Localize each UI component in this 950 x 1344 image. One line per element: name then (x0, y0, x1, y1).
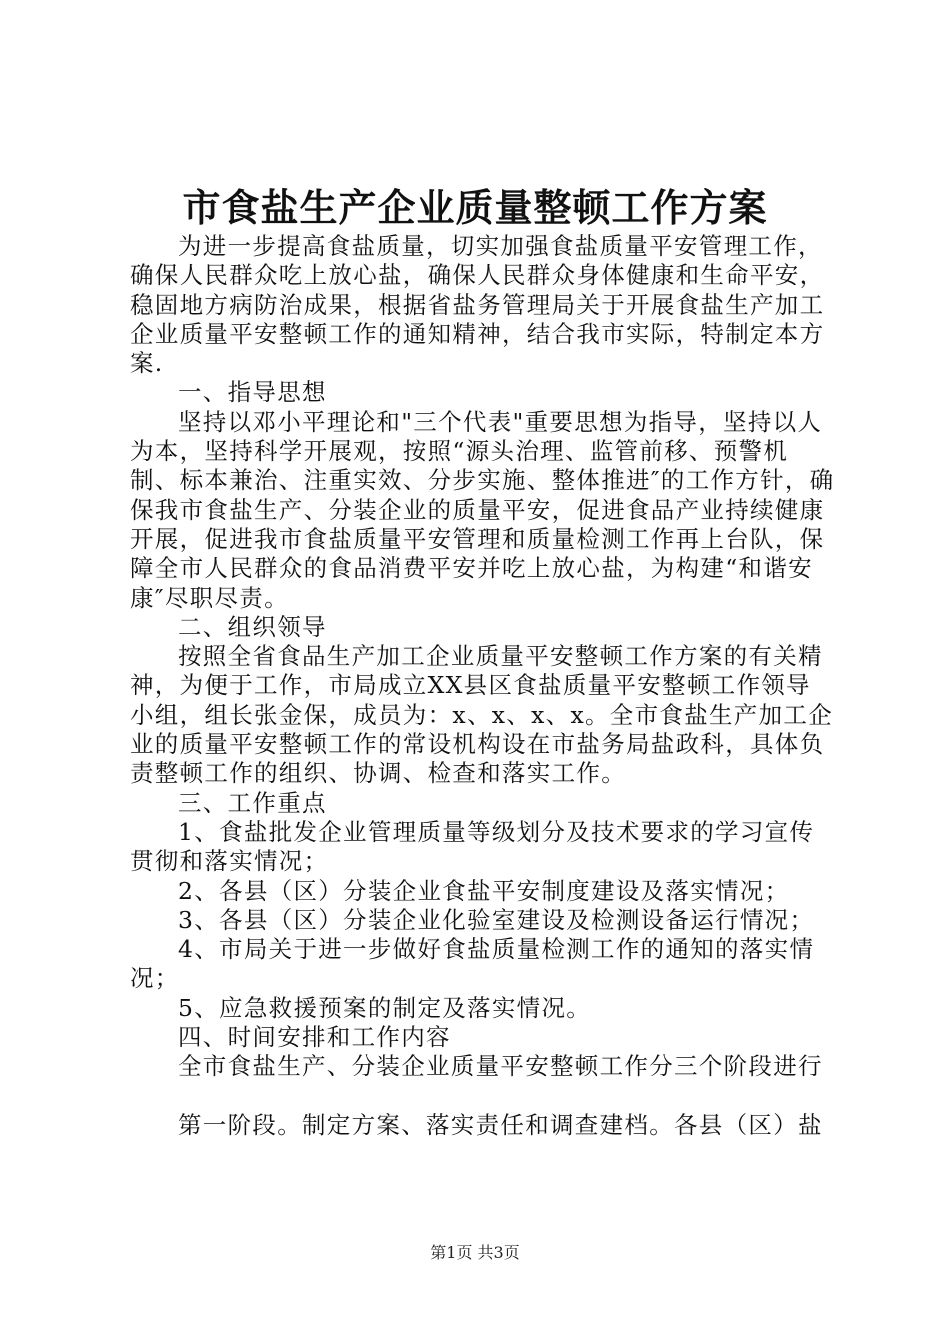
list-item-key-work-5: 5、应急救援预案的制定及落实情况。 (178, 993, 592, 1022)
section-heading-guiding-ideology: 一、指导思想 (178, 378, 327, 407)
list-item-key-work-4: 4、市局关于进一步做好食盐质量检测工作的通知的落实情况； (130, 935, 815, 993)
section-heading-schedule: 四、时间安排和工作内容 (178, 1023, 451, 1052)
paragraph-organization: 按照全省食品生产加工企业质量平安整顿工作方案的有关精神，为便于工作，市局成立XX县区食盐质量平安整顿工作领导小组，组长张金保，成员为：x、x、x、x。全市食盐生产加工企业的质量平安整顿工作的常设机构设在市盐务局盐政科，具体负责整顿工作的组织、协调、检查和落实工作。 (130, 642, 834, 788)
document-body (130, 232, 835, 1140)
paragraph-intro: 为进一步提高食盐质量，切实加强食盐质量平安管理工作，确保人民群众吃上放心盐，确保人民群众身体健康和生命平安，稳固地方病防治成果，根据省盐务管理局关于开展食盐生产加工企业质量平安整顿工作的通知精神，结合我市实际，特制定本方案. (130, 232, 825, 378)
paragraph-phase-one: 第一阶段。制定方案、落实责任和调查建档。各县（区）盐 (178, 1110, 823, 1139)
list-item-key-work-2: 2、各县（区）分装企业食盐平安制度建设及落实情况； (178, 876, 790, 905)
list-item-key-work-3: 3、各县（区）分装企业化验室建设及检测设备运行情况； (178, 905, 815, 934)
paragraph-schedule: 全市食盐生产、分装企业质量平安整顿工作分三个阶段进行 (178, 1052, 823, 1081)
section-heading-key-work: 三、工作重点 (178, 788, 327, 817)
document-title: 市食盐生产企业质量整顿工作方案 (182, 185, 768, 230)
paragraph-guiding-ideology: 坚持以邓小平理论和"三个代表"重要思想为指导，坚持以人为本，坚持科学开展观，按照“源头治理、监管前移、预警机制、标本兼治、注重实效、分步实施、整体推进″的工作方针，确保我市食盐生产、分装企业的质量平安，促进食品产业持续健康开展，促进我市食盐质量平安管理和质量检测工作再上台队，保障全市人民群众的食品消费平安并吃上放心盐，为构建“和谐安康″尽职尽责。 (130, 407, 835, 612)
section-heading-organization: 二、组织领导 (178, 612, 327, 641)
list-item-key-work-1: 1、食盐批发企业管理质量等级划分及技术要求的学习宣传贯彻和落实情况； (130, 817, 815, 876)
page-footer: 第1页 共3页 (430, 1243, 520, 1262)
